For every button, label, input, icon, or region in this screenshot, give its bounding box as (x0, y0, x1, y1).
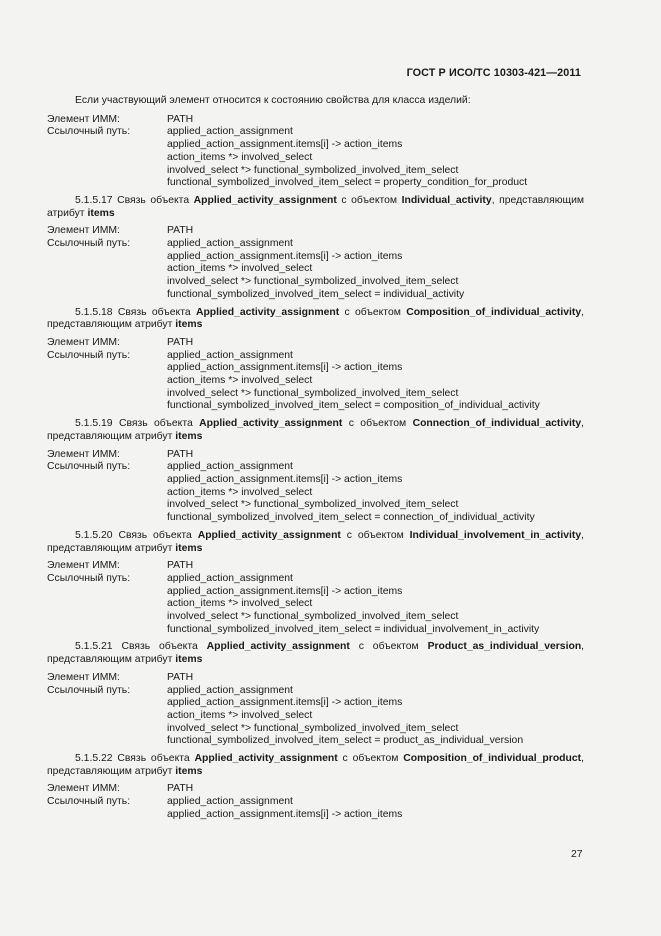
ref-path-line: applied_action_assignment.items[i] -> action_items (167, 250, 403, 262)
section-attribute: items (175, 542, 203, 554)
standard-header: ГОСТ Р ИСО/ТС 10303-421—2011 (406, 67, 581, 79)
section-attribute: items (175, 654, 203, 666)
ref-path-line: applied_action_assignment.items[i] -> action_items (167, 697, 403, 709)
element-label: Элемент ИММ: (47, 225, 120, 237)
section-post: , представляющим атрибут (47, 641, 585, 666)
ref-path-row (47, 685, 584, 749)
section-heading (47, 307, 584, 332)
section-mid: с объектом (348, 418, 407, 430)
ref-path-line: applied_action_assignment.items[i] -> action_items (167, 139, 403, 151)
ref-path-line: functional_symbolized_involved_item_select = connection_of_individual_activity (167, 512, 535, 524)
ref-path-line: functional_symbolized_involved_item_select = individual_involvement_in_activity (167, 623, 540, 635)
element-row (47, 560, 584, 573)
section-prefix: Связь объекта (117, 306, 191, 318)
section-mid: с объектом (358, 641, 419, 653)
element-value: PATH (167, 225, 194, 237)
element-row (47, 225, 584, 238)
ref-path-line: applied_action_assignment.items[i] -> action_items (167, 585, 403, 597)
page-number: 27 (571, 849, 583, 860)
ref-path-line: involved_select *> functional_symbolized_involved_item_select (167, 499, 459, 511)
mapping-block (47, 449, 584, 525)
ref-path-line: action_items *> involved_select (167, 486, 313, 498)
ref-path-label: Ссылочный путь: (47, 349, 131, 361)
ref-path-label: Ссылочный путь: (47, 461, 131, 473)
section-entity: Applied_activity_assignment (193, 194, 337, 206)
element-label: Элемент ИММ: (47, 336, 120, 348)
section-number: 5.1.5.20 (75, 529, 113, 541)
section-number: 5.1.5.18 (75, 306, 113, 318)
ref-path-row (47, 796, 584, 821)
section-prefix: Связь объекта (117, 194, 190, 206)
ref-path-line: functional_symbolized_involved_item_select = property_condition_for_product (167, 177, 528, 189)
ref-path-label: Ссылочный путь: (47, 126, 131, 138)
section-attribute: items (87, 207, 115, 219)
element-value: PATH (167, 448, 194, 460)
element-label: Элемент ИММ: (47, 113, 120, 125)
section-post: , представляющим атрибут (47, 529, 585, 554)
section-heading (47, 530, 584, 555)
section-entity: Applied_activity_assignment (194, 753, 338, 765)
ref-path-lines (167, 573, 584, 637)
element-label: Элемент ИММ: (47, 560, 120, 572)
mapping-block (47, 672, 584, 748)
ref-path-line: applied_action_assignment.items[i] -> action_items (167, 362, 403, 374)
section-prefix: Связь объекта (117, 753, 190, 765)
element-value: PATH (167, 336, 194, 348)
section-entity: Applied_activity_assignment (195, 306, 340, 318)
section-heading (47, 641, 584, 666)
element-label: Элемент ИММ: (47, 448, 120, 460)
section-attribute: items (175, 319, 203, 331)
section-entity: Applied_activity_assignment (206, 641, 350, 653)
ref-path-line: action_items *> involved_select (167, 375, 313, 387)
ref-path-line: applied_action_assignment (167, 126, 293, 138)
section-prefix: Связь объекта (121, 641, 198, 653)
ref-path-line: functional_symbolized_involved_item_select = individual_activity (167, 288, 465, 300)
section-target: Composition_of_individual_product (403, 753, 582, 765)
section-attribute: items (175, 765, 203, 777)
section-heading (47, 195, 584, 220)
ref-path-row (47, 461, 584, 525)
ref-path-row (47, 238, 584, 302)
element-label: Элемент ИММ: (47, 671, 120, 683)
ref-path-line: applied_action_assignment (167, 572, 293, 584)
mapping-block (47, 337, 584, 413)
mapping-block (47, 225, 584, 301)
section-heading (47, 418, 584, 443)
element-row (47, 449, 584, 462)
section-target: Product_as_individual_version (427, 641, 582, 653)
section-target: Connection_of_individual_activity (412, 418, 582, 430)
section-number: 5.1.5.21 (75, 641, 113, 653)
ref-path-line: applied_action_assignment (167, 238, 293, 250)
section-prefix: Связь объекта (118, 418, 193, 430)
element-value: PATH (167, 560, 194, 572)
element-label: Элемент ИММ: (47, 783, 120, 795)
section-mid: с объектом (344, 306, 401, 318)
ref-path-label: Ссылочный путь: (47, 238, 131, 250)
ref-path-line: applied_action_assignment (167, 684, 293, 696)
section-number: 5.1.5.19 (75, 418, 113, 430)
section-entity: Applied_activity_assignment (197, 529, 341, 541)
mapping-block (47, 783, 584, 821)
ref-path-line: action_items *> involved_select (167, 151, 313, 163)
ref-path-lines (167, 126, 584, 190)
section-post: , представляющим атрибут (47, 753, 584, 777)
section-post: , представляющим атрибут (47, 194, 585, 219)
section-post: , представляющим атрибут (47, 418, 585, 442)
ref-path-line: applied_action_assignment.items[i] -> action_items (167, 808, 403, 820)
mapping-block (47, 114, 584, 190)
section-entity: Applied_activity_assignment (199, 418, 343, 430)
ref-path-label: Ссылочный путь: (47, 572, 131, 584)
ref-path-lines (167, 685, 584, 749)
ref-path-line: functional_symbolized_involved_item_select = product_as_individual_version (167, 735, 524, 747)
ref-path-lines (167, 461, 584, 525)
section-prefix: Связь объекта (118, 529, 192, 541)
ref-path-lines (167, 350, 584, 414)
ref-path-line: involved_select *> functional_symbolized_involved_item_select (167, 276, 459, 288)
page-content (47, 95, 584, 827)
section-attribute: items (175, 430, 203, 442)
ref-path-line: action_items *> involved_select (167, 598, 313, 610)
ref-path-lines (167, 796, 584, 821)
element-value: PATH (167, 671, 194, 683)
ref-path-line: action_items *> involved_select (167, 263, 313, 275)
section-mid: с объектом (346, 529, 404, 541)
intro-paragraph: Если участвующий элемент относится к состоянию свойства для класса изделий: (75, 95, 471, 106)
ref-path-line: functional_symbolized_involved_item_select = composition_of_individual_activity (167, 400, 540, 412)
element-row (47, 337, 584, 350)
element-value: PATH (167, 113, 194, 125)
section-number: 5.1.5.17 (75, 194, 113, 206)
ref-path-lines (167, 238, 584, 302)
ref-path-line: involved_select *> functional_symbolized_involved_item_select (167, 164, 459, 176)
element-row (47, 114, 584, 127)
section-post: , представляющим атрибут (47, 306, 585, 331)
section-target: Individual_activity (401, 194, 492, 206)
element-row (47, 672, 584, 685)
section-target: Composition_of_individual_activity (406, 306, 582, 318)
ref-path-line: applied_action_assignment (167, 349, 293, 361)
section-heading (47, 753, 584, 778)
ref-path-line: applied_action_assignment (167, 461, 293, 473)
ref-path-line: applied_action_assignment (167, 796, 293, 808)
ref-path-label: Ссылочный путь: (47, 684, 131, 696)
ref-path-label: Ссылочный путь: (47, 796, 131, 808)
ref-path-line: action_items *> involved_select (167, 709, 313, 721)
element-row (47, 783, 584, 796)
section-number: 5.1.5.22 (75, 753, 113, 765)
ref-path-row (47, 350, 584, 414)
ref-path-row (47, 573, 584, 637)
section-target: Individual_involvement_in_activity (409, 529, 582, 541)
ref-path-row (47, 126, 584, 190)
mapping-block (47, 560, 584, 636)
element-value: PATH (167, 783, 194, 795)
ref-path-line: involved_select *> functional_symbolized_involved_item_select (167, 722, 459, 734)
ref-path-line: involved_select *> functional_symbolized_involved_item_select (167, 611, 459, 623)
section-mid: с объектом (341, 194, 398, 206)
section-mid: с объектом (342, 753, 399, 765)
ref-path-line: applied_action_assignment.items[i] -> action_items (167, 473, 403, 485)
ref-path-line: involved_select *> functional_symbolized_involved_item_select (167, 387, 459, 399)
